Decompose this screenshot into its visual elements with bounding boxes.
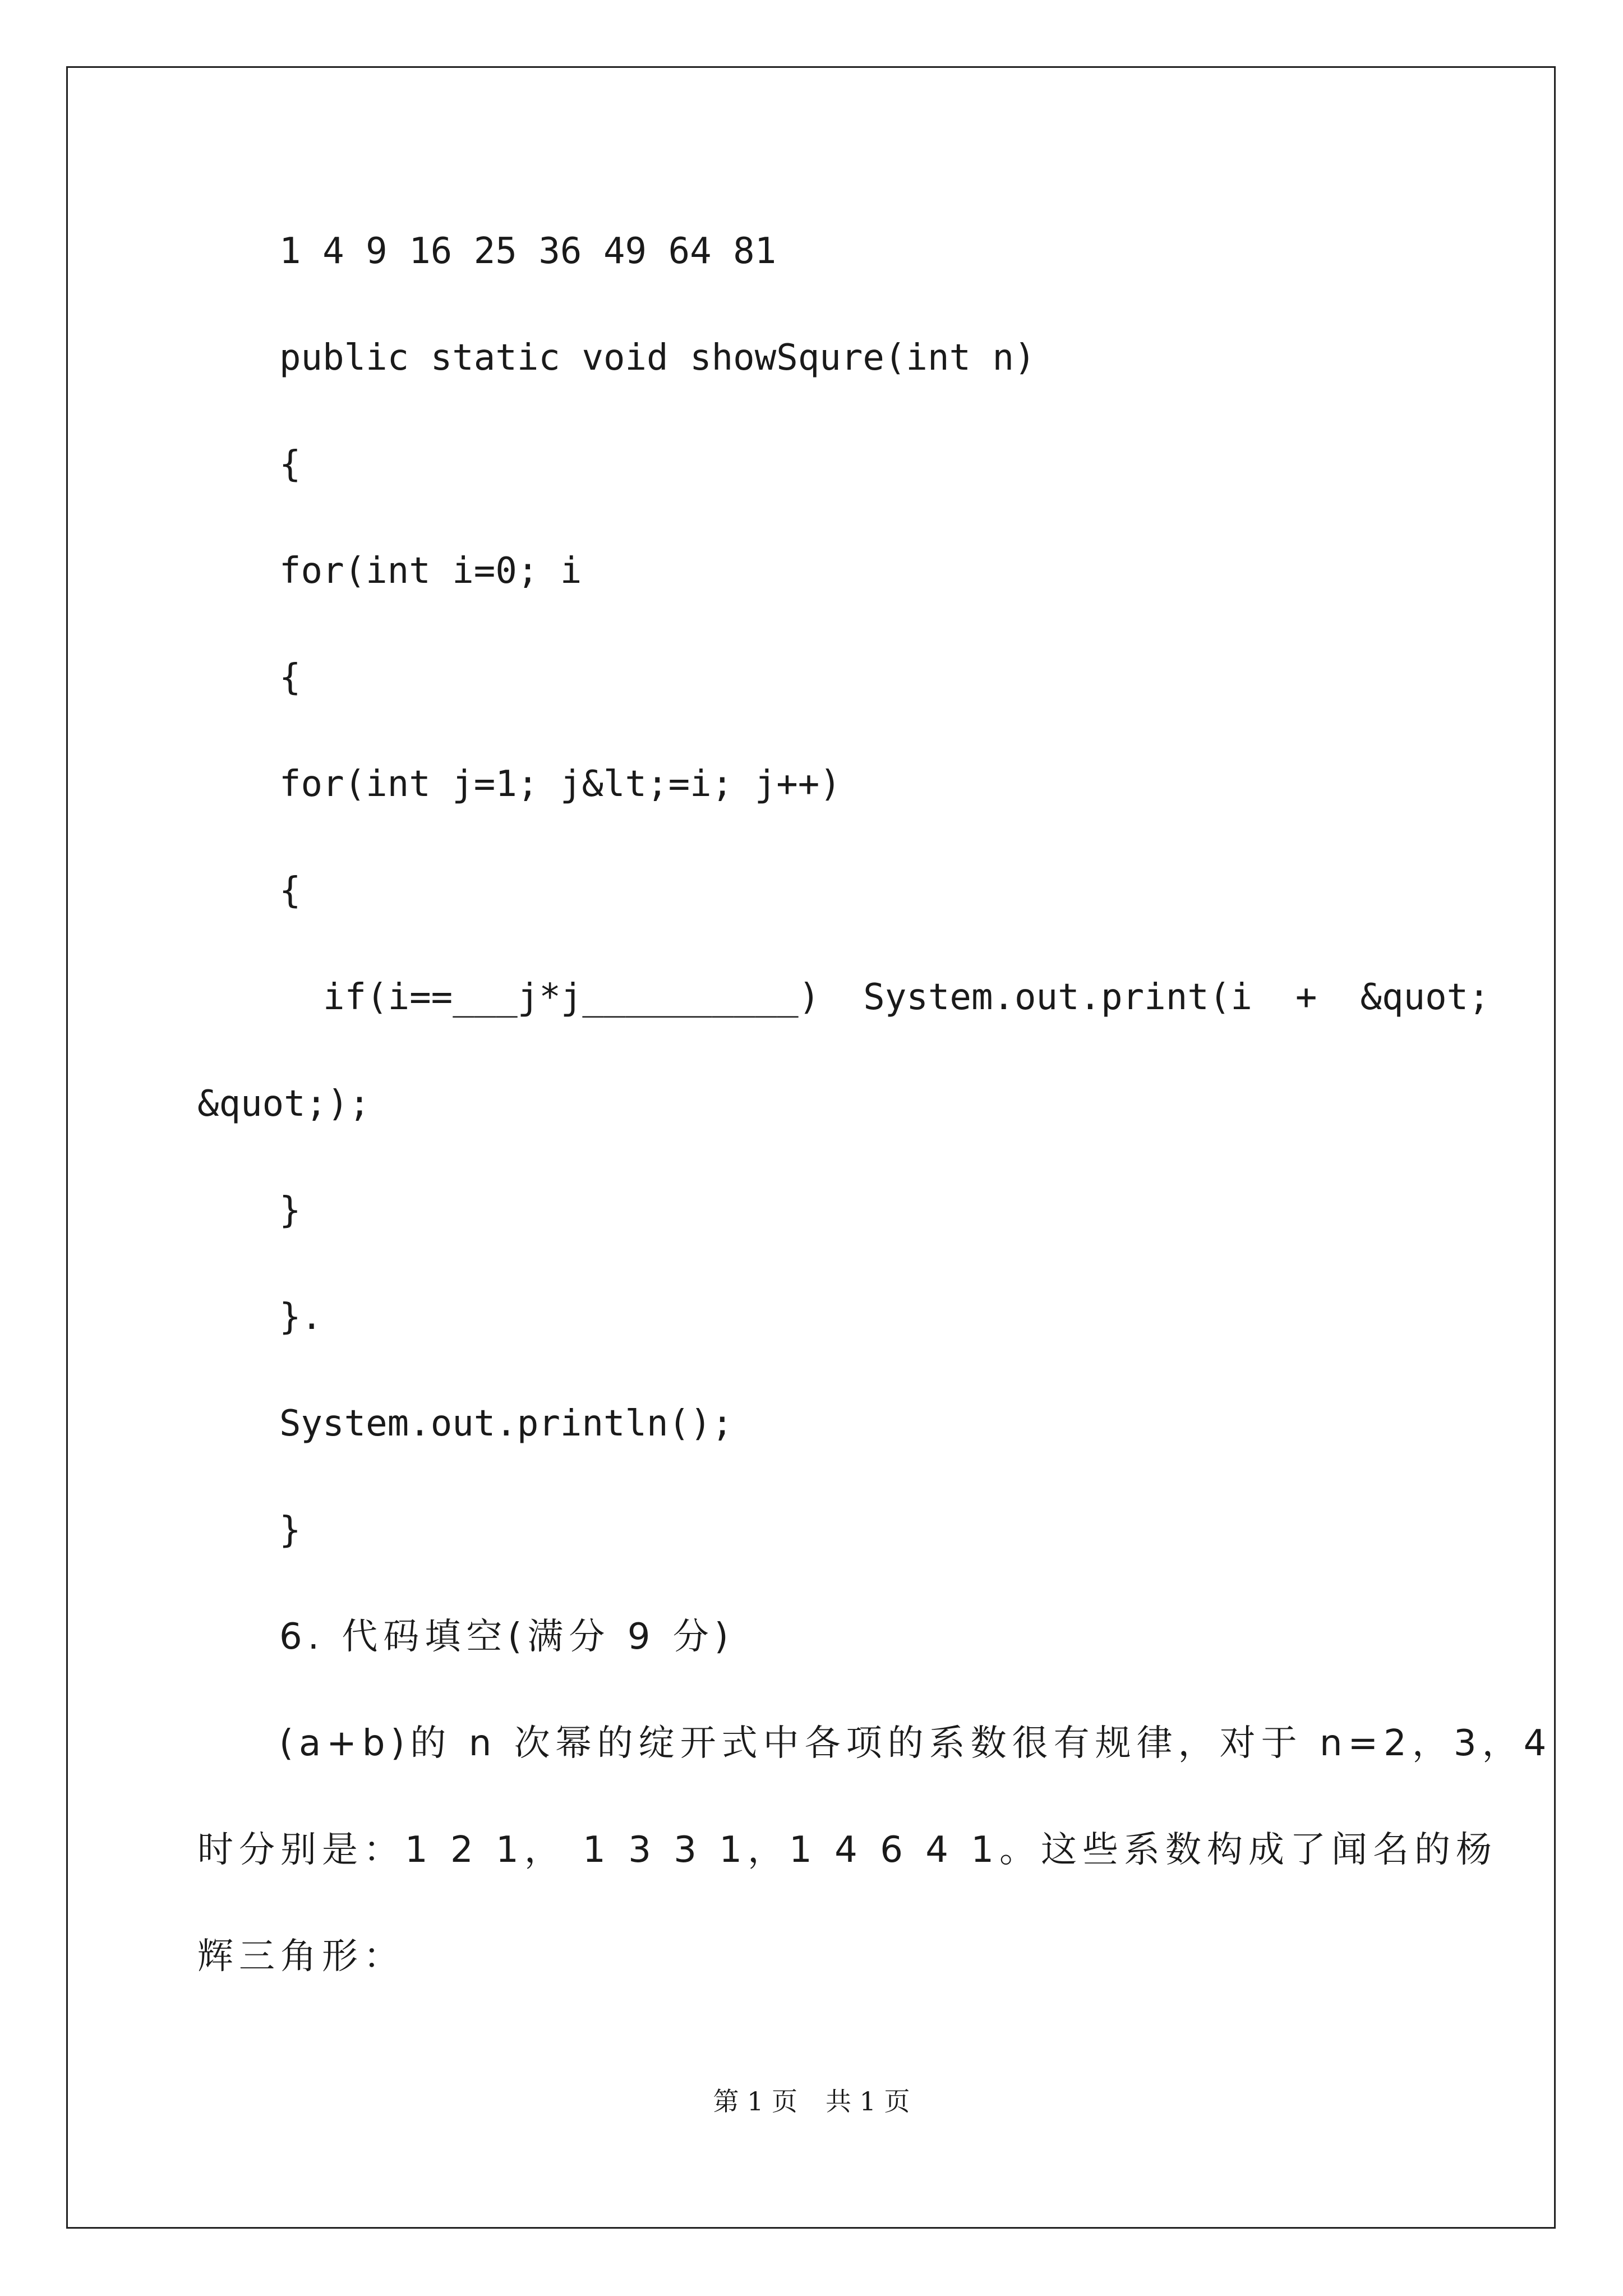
paragraph-line: 辉三角形： — [197, 1936, 405, 1977]
open-brace-line: { — [279, 444, 301, 485]
page-number-current: 第 1 页 — [713, 2086, 797, 2116]
page-number-total: 共 1 页 — [826, 2086, 910, 2116]
if-print-line: if(i==___j*j__________) System.out.print(i + &quot; — [323, 977, 1490, 1018]
method-signature-line: public static void showSqure(int n) — [279, 337, 1036, 379]
squares-output-line: 1 4 9 16 25 36 49 64 81 — [279, 231, 777, 272]
page-border — [66, 66, 1556, 2229]
page-footer — [0, 2085, 1623, 2118]
println-line: System.out.println(); — [279, 1403, 734, 1444]
paragraph-line: 时分别是：1 2 1， 1 3 3 1，1 4 6 4 1。这些系数构成了闻名的杨 — [197, 1829, 1498, 1871]
close-brace-line: } — [279, 1510, 301, 1551]
paragraph-line: (a+b)的 n 次幂的绽开式中各项的系数很有规律，对于 n=2，3，4 — [279, 1723, 1552, 1764]
print-continuation-line: &quot;); — [197, 1083, 371, 1125]
open-brace-line: { — [279, 657, 301, 698]
close-brace-line: } — [279, 1190, 301, 1231]
open-brace-line: { — [279, 870, 301, 912]
close-brace-dot-line: }. — [279, 1296, 323, 1338]
question-heading: 6. 代码填空(满分 9 分) — [279, 1616, 734, 1658]
inner-for-line: for(int j=1; j&lt;=i; j++) — [279, 763, 841, 805]
outer-for-line: for(int i=0; i — [279, 550, 582, 592]
